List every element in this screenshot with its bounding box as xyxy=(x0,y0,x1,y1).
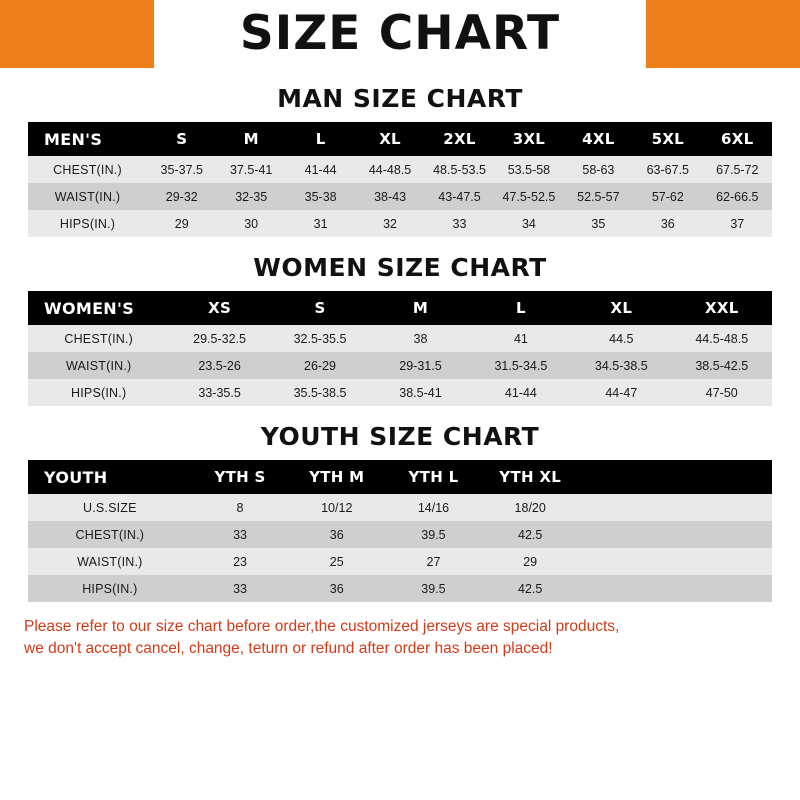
table-cell: 34.5-38.5 xyxy=(571,352,671,379)
table-cell: 33-35.5 xyxy=(169,379,269,406)
table-cell: 14/16 xyxy=(385,494,482,521)
row-header: HIPS(IN.) xyxy=(28,379,169,406)
table-cell xyxy=(579,548,676,575)
table-cell: 37 xyxy=(703,210,772,237)
section-title-youth: YOUTH SIZE CHART xyxy=(260,422,540,451)
table-cell: 36 xyxy=(288,521,385,548)
row-header: WAIST(IN.) xyxy=(28,183,147,210)
table-cell: 38 xyxy=(370,325,470,352)
table-cell: 47-50 xyxy=(672,379,772,406)
table-cell xyxy=(579,521,676,548)
column-header: S xyxy=(270,291,370,325)
table-cell: 33 xyxy=(425,210,494,237)
column-header: S xyxy=(147,122,216,156)
table-cell: 41 xyxy=(471,325,571,352)
table-cell: 31.5-34.5 xyxy=(471,352,571,379)
column-header: M xyxy=(370,291,470,325)
column-header: 4XL xyxy=(564,122,633,156)
table-cell xyxy=(675,494,772,521)
table-cell xyxy=(579,494,676,521)
table-cell: 33 xyxy=(192,521,289,548)
table-row xyxy=(28,575,772,602)
table-cell: 37.5-41 xyxy=(216,156,285,183)
table-row xyxy=(28,494,772,521)
column-header: YTH XL xyxy=(482,460,579,494)
table-cell: 47.5-52.5 xyxy=(494,183,563,210)
table-cell: 23.5-26 xyxy=(169,352,269,379)
column-header: 6XL xyxy=(703,122,772,156)
row-header: U.S.SIZE xyxy=(28,494,192,521)
table-cell: 63-67.5 xyxy=(633,156,702,183)
column-header xyxy=(579,460,676,494)
table-cell: 29 xyxy=(482,548,579,575)
table-cell: 35-37.5 xyxy=(147,156,216,183)
table-cell: 53.5-58 xyxy=(494,156,563,183)
table-row xyxy=(28,156,772,183)
table-cell xyxy=(675,575,772,602)
table-cell xyxy=(579,575,676,602)
table-cell: 42.5 xyxy=(482,521,579,548)
table-cell: 43-47.5 xyxy=(425,183,494,210)
row-header: CHEST(IN.) xyxy=(28,156,147,183)
column-header: YTH S xyxy=(192,460,289,494)
table-row xyxy=(28,521,772,548)
table-cell: 35 xyxy=(564,210,633,237)
table-cell: 57-62 xyxy=(633,183,702,210)
table-cell: 35.5-38.5 xyxy=(270,379,370,406)
table-man-size xyxy=(28,122,772,237)
note-line-2: we don't accept cancel, change, teturn or refund after order has been placed! xyxy=(24,640,553,658)
table-cell: 27 xyxy=(385,548,482,575)
section-women xyxy=(0,253,800,406)
column-header: MEN'S xyxy=(28,122,147,156)
section-title-man: MAN SIZE CHART xyxy=(277,84,523,113)
column-header: XL xyxy=(355,122,424,156)
column-header: WOMEN'S xyxy=(28,291,169,325)
table-cell: 10/12 xyxy=(288,494,385,521)
table-header-row xyxy=(28,291,772,325)
table-cell: 29.5-32.5 xyxy=(169,325,269,352)
table-row xyxy=(28,325,772,352)
table-cell: 44.5 xyxy=(571,325,671,352)
table-cell: 33 xyxy=(192,575,289,602)
table-cell: 44-47 xyxy=(571,379,671,406)
note-line-1: Please refer to our size chart before order,the customized jerseys are special products, xyxy=(24,618,620,635)
table-cell: 29-31.5 xyxy=(370,352,470,379)
table-cell: 29 xyxy=(147,210,216,237)
table-women-size xyxy=(28,291,772,406)
row-header: HIPS(IN.) xyxy=(28,210,147,237)
column-header: XS xyxy=(169,291,269,325)
table-cell: 32.5-35.5 xyxy=(270,325,370,352)
row-header: WAIST(IN.) xyxy=(28,548,192,575)
column-header xyxy=(675,460,772,494)
table-header-row xyxy=(28,460,772,494)
table-cell: 38.5-42.5 xyxy=(672,352,772,379)
table-cell: 32-35 xyxy=(216,183,285,210)
table-cell: 18/20 xyxy=(482,494,579,521)
table-row xyxy=(28,352,772,379)
section-title-women: WOMEN SIZE CHART xyxy=(253,253,547,282)
column-header: L xyxy=(471,291,571,325)
row-header: CHEST(IN.) xyxy=(28,325,169,352)
table-cell: 31 xyxy=(286,210,355,237)
header-banner xyxy=(0,0,800,68)
section-youth xyxy=(0,422,800,602)
column-header: M xyxy=(216,122,285,156)
column-header: XL xyxy=(571,291,671,325)
table-cell: 26-29 xyxy=(270,352,370,379)
column-header: 3XL xyxy=(494,122,563,156)
table-cell: 23 xyxy=(192,548,289,575)
table-cell: 36 xyxy=(633,210,702,237)
table-cell: 38-43 xyxy=(355,183,424,210)
page-title: SIZE CHART xyxy=(239,6,561,61)
row-header: CHEST(IN.) xyxy=(28,521,192,548)
column-header: YOUTH xyxy=(28,460,192,494)
table-youth-size xyxy=(28,460,772,602)
table-cell: 39.5 xyxy=(385,521,482,548)
table-cell: 39.5 xyxy=(385,575,482,602)
table-cell: 44.5-48.5 xyxy=(672,325,772,352)
order-policy-note xyxy=(24,616,776,661)
column-header: L xyxy=(286,122,355,156)
table-cell: 42.5 xyxy=(482,575,579,602)
table-row xyxy=(28,548,772,575)
table-cell: 35-38 xyxy=(286,183,355,210)
column-header: YTH M xyxy=(288,460,385,494)
table-row xyxy=(28,379,772,406)
table-cell: 38.5-41 xyxy=(370,379,470,406)
table-cell: 41-44 xyxy=(286,156,355,183)
table-cell: 62-66.5 xyxy=(703,183,772,210)
section-man xyxy=(0,84,800,237)
table-cell: 48.5-53.5 xyxy=(425,156,494,183)
table-cell: 58-63 xyxy=(564,156,633,183)
row-header: HIPS(IN.) xyxy=(28,575,192,602)
table-cell: 41-44 xyxy=(471,379,571,406)
table-cell: 29-32 xyxy=(147,183,216,210)
table-cell: 44-48.5 xyxy=(355,156,424,183)
table-cell xyxy=(675,521,772,548)
table-cell: 36 xyxy=(288,575,385,602)
table-cell xyxy=(675,548,772,575)
table-cell: 8 xyxy=(192,494,289,521)
table-cell: 52.5-57 xyxy=(564,183,633,210)
column-header: 2XL xyxy=(425,122,494,156)
column-header: 5XL xyxy=(633,122,702,156)
table-cell: 25 xyxy=(288,548,385,575)
table-header-row xyxy=(28,122,772,156)
table-cell: 30 xyxy=(216,210,285,237)
column-header: YTH L xyxy=(385,460,482,494)
table-cell: 32 xyxy=(355,210,424,237)
column-header: XXL xyxy=(672,291,772,325)
table-cell: 34 xyxy=(494,210,563,237)
table-row xyxy=(28,183,772,210)
row-header: WAIST(IN.) xyxy=(28,352,169,379)
table-row xyxy=(28,210,772,237)
table-cell: 67.5-72 xyxy=(703,156,772,183)
